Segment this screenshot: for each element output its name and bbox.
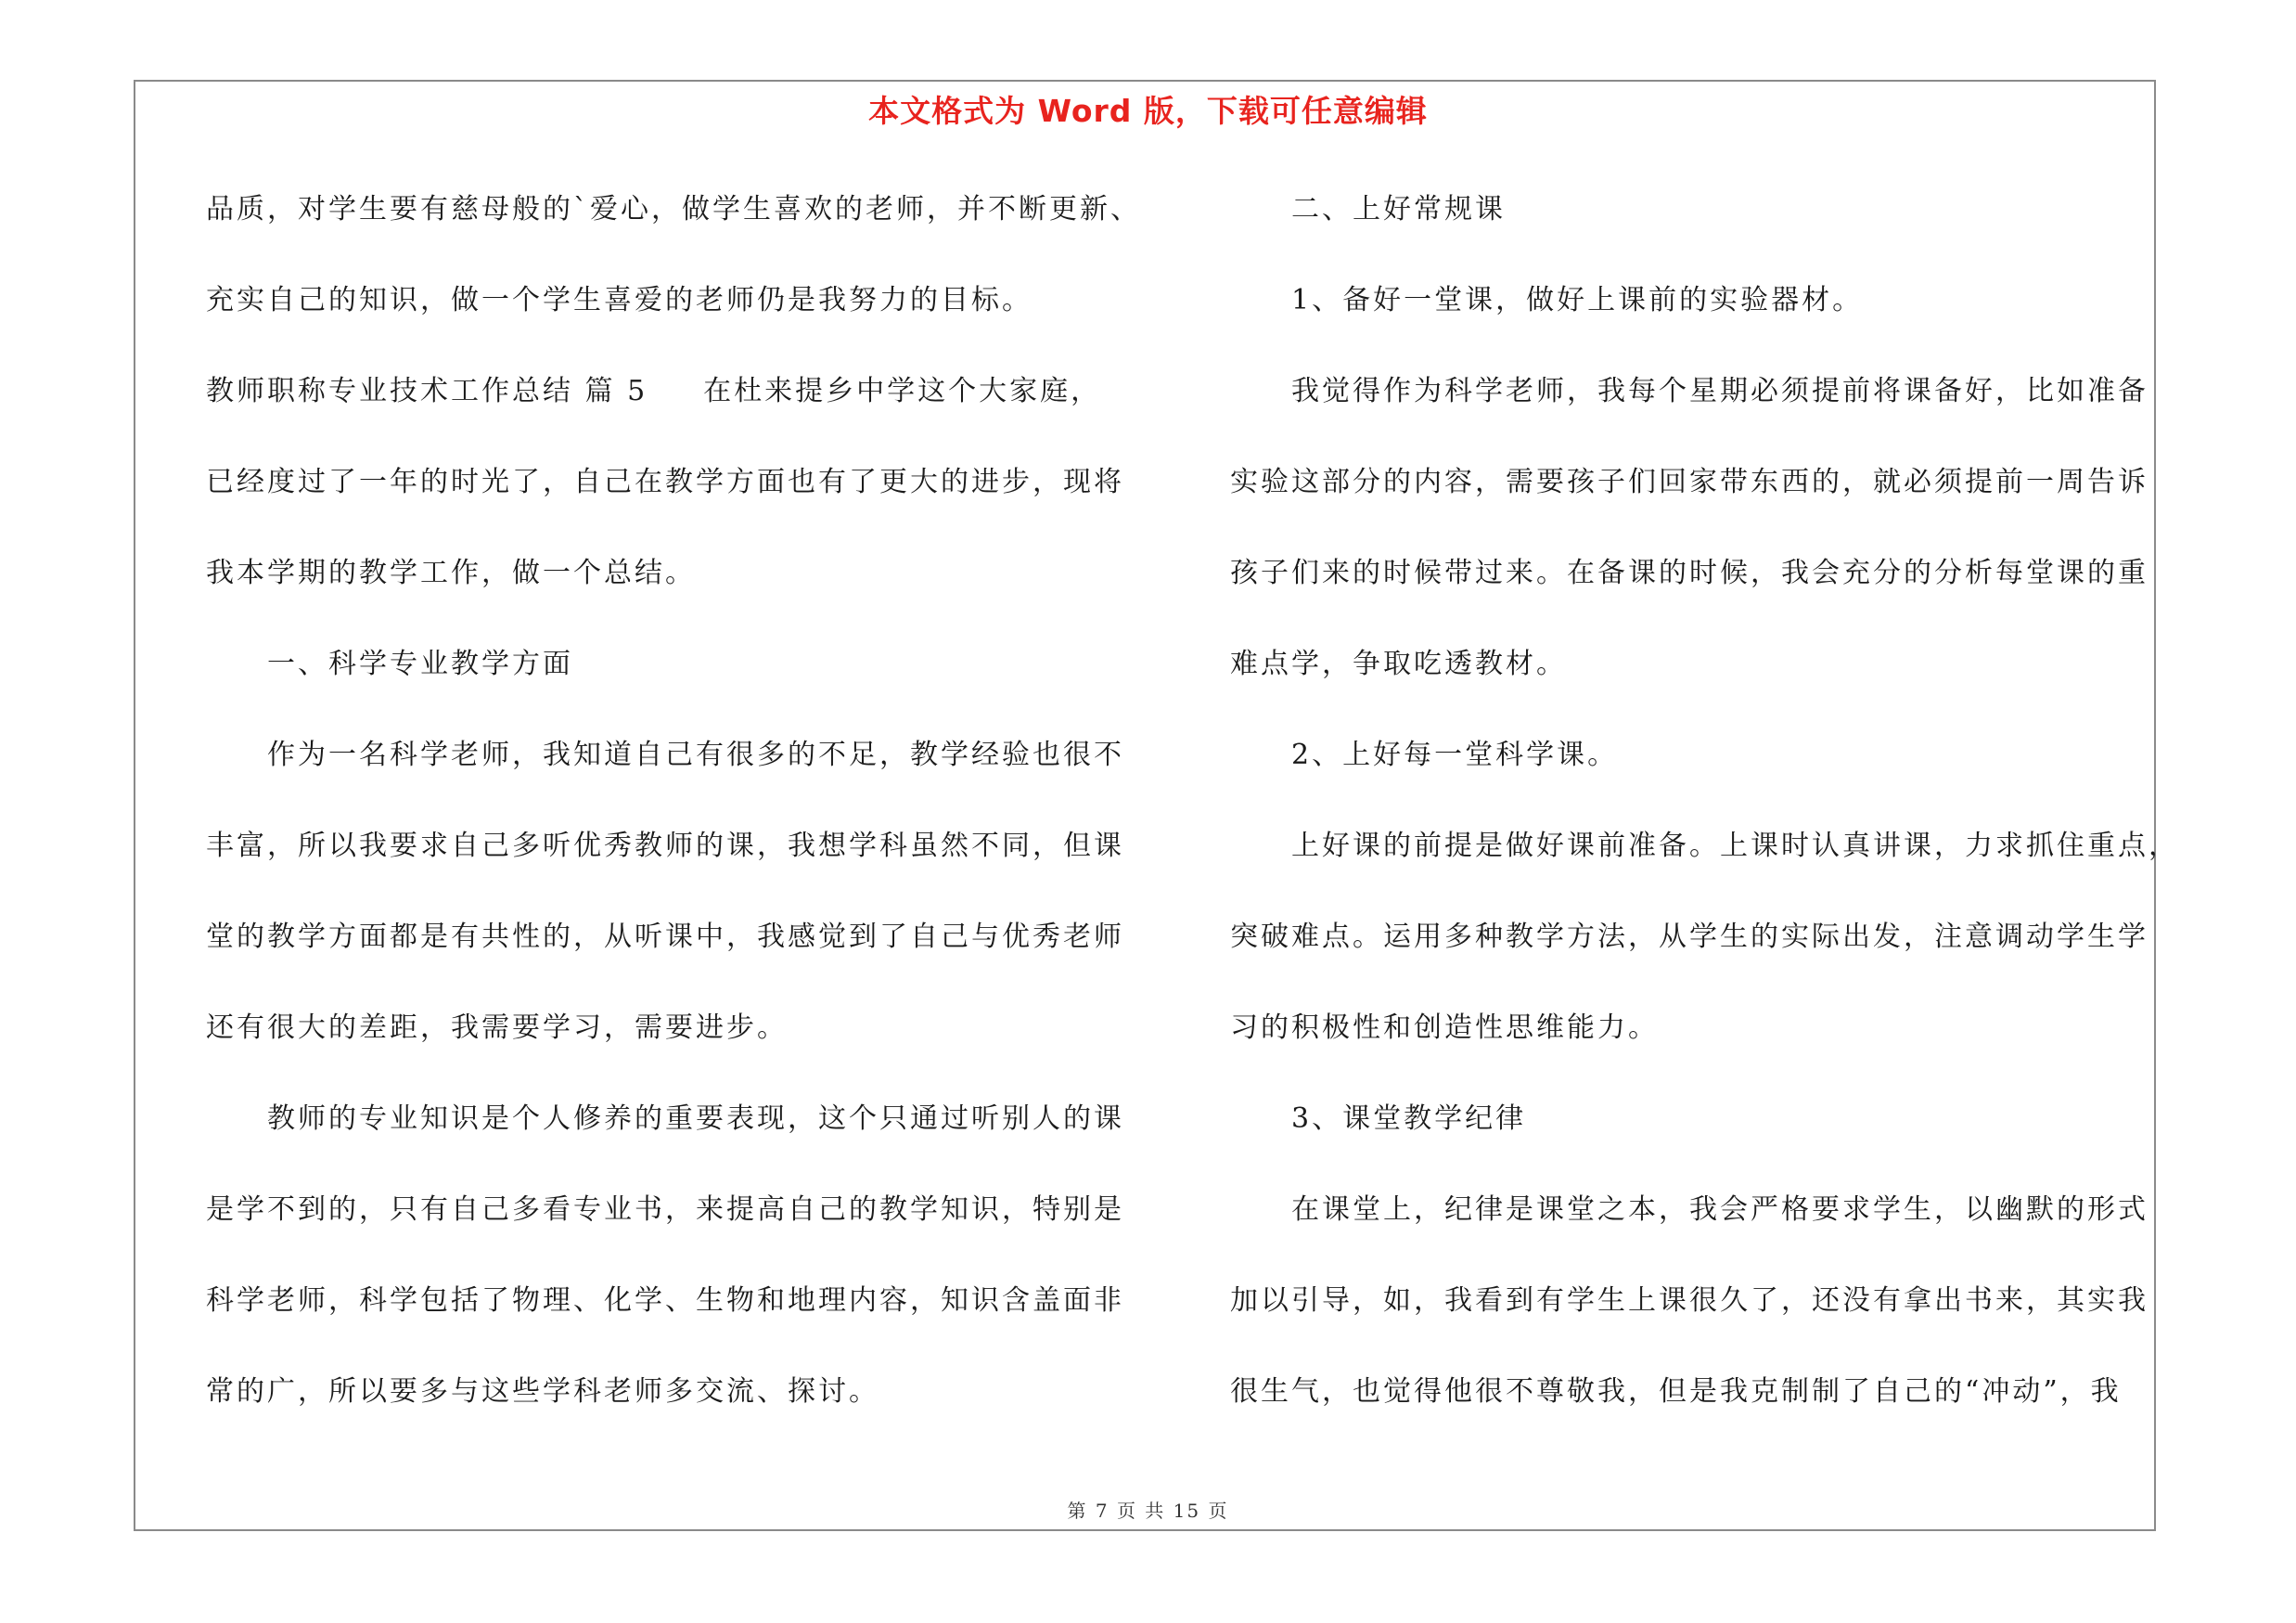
paragraph-line: 我本学期的教学工作，做一个总结。: [206, 557, 696, 589]
subheading: 二、上好常规课: [1291, 193, 1506, 225]
paragraph-line: 在课堂上，纪律是课堂之本，我会严格要求学生，以幽默的形式: [1291, 1193, 2148, 1226]
paragraph-line: 很生气，也觉得他很不尊敬我，但是我克制制了自己的“冲动”，我: [1230, 1375, 2122, 1408]
section-title-continuation: 在杜来提乡中学这个大家庭，: [703, 375, 1102, 407]
subheading: 1、备好一堂课，做好上课前的实验器材。: [1291, 284, 1864, 316]
paragraph-line: 充实自己的知识，做一个学生喜爱的老师仍是我努力的目标。: [206, 284, 1033, 316]
paragraph-line: 孩子们来的时候带过来。在备课的时候，我会充分的分析每堂课的重: [1230, 557, 2148, 589]
header-banner: 本文格式为 Word 版，下载可任意编辑: [868, 93, 1428, 129]
paragraph-line: 已经度过了一年的时光了，自己在教学方面也有了更大的进步，现将: [206, 466, 1124, 498]
paragraph-line: 是学不到的，只有自己多看专业书，来提高自己的教学知识，特别是: [206, 1193, 1124, 1226]
paragraph-line: 堂的教学方面都是有共性的，从听课中，我感觉到了自己与优秀老师: [206, 921, 1124, 953]
left-column: [206, 182, 1141, 1455]
subheading: 3、课堂教学纪律: [1291, 1102, 1527, 1135]
paragraph-line: 实验这部分的内容，需要孩子们回家带东西的，就必须提前一周告诉: [1230, 466, 2148, 498]
page-number-footer: 第 7 页 共 15 页: [1067, 1500, 1229, 1522]
paragraph-line: 常的广，所以要多与这些学科老师多交流、探讨。: [206, 1375, 879, 1408]
paragraph-line: 作为一名科学老师，我知道自己有很多的不足，教学经验也很不: [267, 739, 1124, 771]
paragraph-line: 习的积极性和创造性思维能力。: [1230, 1011, 1659, 1044]
subheading: 2、上好每一堂科学课。: [1291, 739, 1619, 771]
paragraph-line: 我觉得作为科学老师，我每个星期必须提前将课备好，比如准备: [1291, 375, 2148, 407]
section-title: 教师职称专业技术工作总结 篇 5: [206, 375, 648, 407]
paragraph-line: 难点学，争取吃透教材。: [1230, 648, 1567, 680]
paragraph-line: 加以引导，如，我看到有学生上课很久了，还没有拿出书来，其实我: [1230, 1284, 2148, 1317]
paragraph-line: 科学老师，科学包括了物理、化学、生物和地理内容，知识含盖面非: [206, 1284, 1124, 1317]
paragraph-line: 还有很大的差距，我需要学习，需要进步。: [206, 1011, 788, 1044]
paragraph-line: 突破难点。运用多种教学方法，从学生的实际出发，注意调动学生学: [1230, 921, 2148, 953]
right-column: [1230, 182, 2179, 1455]
paragraph-line: 品质，对学生要有慈母般的`爱心，做学生喜欢的老师，并不断更新、: [206, 193, 1141, 225]
section-heading-line: [206, 364, 1134, 455]
paragraph-line: 上好课的前提是做好课前准备。上课时认真讲课，力求抓住重点，: [1291, 830, 2179, 862]
paragraph-line: 教师的专业知识是个人修养的重要表现，这个只通过听别人的课: [267, 1102, 1124, 1135]
subheading: 一、科学专业教学方面: [267, 648, 573, 680]
paragraph-line: 丰富，所以我要求自己多听优秀教师的课，我想学科虽然不同，但课: [206, 830, 1124, 862]
